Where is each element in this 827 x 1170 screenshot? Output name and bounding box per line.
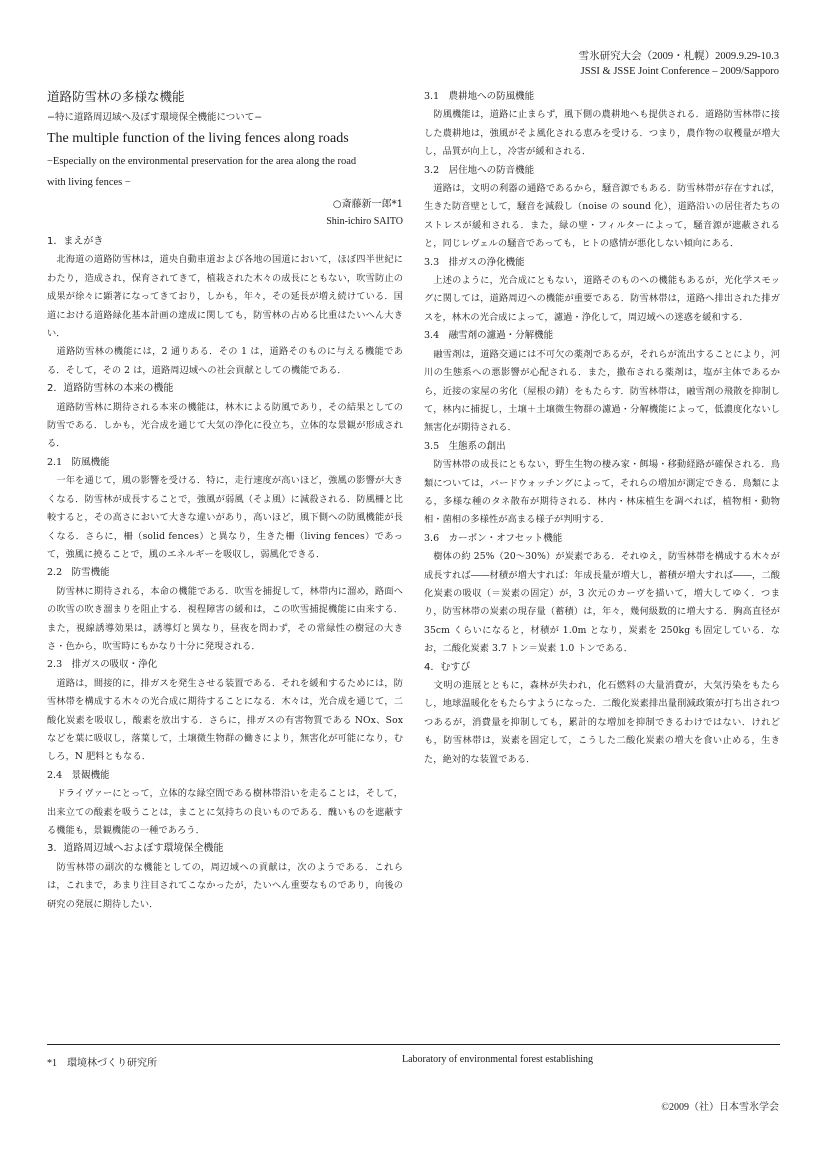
copyright: ©2009（社）日本雪氷学会 (661, 1102, 779, 1113)
author-en: Shin-ichiro SAITO (326, 216, 403, 227)
title-ja: 道路防雪林の多様な機能 (47, 89, 185, 104)
subsection-heading: 3.6 カーボン・オフセット機能 (424, 532, 563, 544)
paragraph: 道路防雪林の機能には，2 通りある．その 1 は，道路そのものに与える機能である．そして，その 2 は，道路周辺域への社会貢献としての機能である． (47, 346, 403, 376)
footnote-rule (47, 1044, 780, 1045)
paragraph: 樹体の約 25%（20〜30%）が炭素である．それゆえ，防雪林帯を構成する木々が成長すれば――材積が増大すれば：年成長量が増大し，蓄積が増大すれば――，二酸化炭素の吸収（＝炭素の固定）が，3 次元のカーヴを描いて，増大してゆく．つまり，防雪林帯の炭素の現存量（蓄積）は，年々，幾何級数的に増大する．胸高直径が 35cm くらいになると，材積が 1.0m となり，炭素を 250kg も固定している．なお，二酸化炭素 3.7 トン＝炭素 1.0 トンである． (424, 551, 780, 655)
conference-header (579, 49, 779, 79)
conference-header-ja: 雪氷研究大会（2009・札幌）2009.9.29-10.3 (578, 51, 779, 62)
title-en: The multiple function of the living fences along roads (47, 131, 349, 146)
paragraph: ドライヴァーにとって，立体的な緑空間である樹林帯沿いを走ることは，そして，出来立ての酸素を吸うことは，まことに気持ちの良いものである．醜いものを遮蔽する機能も，景観機能の一種であろう． (47, 788, 403, 836)
right-column (424, 88, 780, 769)
section-heading: 1．まえがき (47, 236, 104, 247)
paragraph: 道路は，間接的に，排ガスを発生させる装置である．それを緩和するためには，防雪林帯を構成する木々の光合成に期待することになる．木々は，光合成を通じて，二酸化炭素を吸収し，酸素を放出する．さらに，排ガスの有害物質である NOx、Sox などを葉に吸収し，落葉して，土壌微生物群の働きにより，無害化が可能になり，むしろ，N 肥料ともなる． (47, 677, 403, 763)
subsection-heading: 3.3 排ガスの浄化機能 (424, 256, 525, 268)
left-body (47, 233, 403, 914)
subtitle-en-line2: with living fences − (47, 177, 131, 188)
paragraph: 防雪林帯の副次的な機能としての，周辺域への貢献は，次のようである．これらは，これまで，あまり注目されてこなかったが，たいへん重要なものであり，向後の研究の発展に期待したい． (47, 861, 403, 910)
section-heading: 3．道路周辺域へおよぼす環境保全機能 (47, 843, 224, 855)
subsection-heading: 2.1 防風機能 (47, 456, 110, 468)
footnote-affiliation-ja: *1 環境林づくり研究所 (47, 1058, 157, 1069)
subtitle-ja: −特に道路周辺域へ及ぼす環境保全機能について− (47, 112, 263, 123)
subtitle-en-line1: −Especially on the environmental preservation for the area along the road (47, 156, 357, 167)
paragraph: 道路防雪林に期待される本来の機能は，林木による防風であり，その結果としての防雪である．しかも，光合成を通じて大気の浄化に役立ち，立体的な景観が形成される． (47, 401, 403, 450)
paragraph: 道路は，文明の利器の通路であるから，騒音源でもある．防雪林帯が存在すれば，生きた防音壁として，騒音を減殺し（noise の sound 化），道路沿いの居住者たちのストレスが緩和される．また，緑の壁・フィルターによって，騒音源が遮蔽されると，同じレヴェルの騒音であっても，ヒトの感情が悪化しない傾向にある． (424, 183, 780, 250)
subsection-heading: 2.4 景観機能 (47, 769, 110, 781)
paragraph: 北海道の道路防雪林は，道央自動車道および各地の国道において，ほぼ四半世紀にわたり，造成され，保育されてきて，植栽された木々の成長にともない，吹雪防止の成果が徐々に顕著になってきており，しかも，年々，その延長が増え続けている．国道における道路緑化基本計画の達成に関しても，防雪林の占める比重はたいへん大きい． (47, 254, 403, 340)
subsection-heading: 3.1 農耕地への防風機能 (424, 91, 535, 102)
paragraph: 一年を通じて，風の影響を受ける．特に，走行速度が高いほど，強風の影響が大きくなる．防雪林が成長することで，強風が弱風（そよ風）に減殺される．防風柵と比較すると，その高さにおいて大きな違いがあり，高いほど，風下側への防風機能が長くなる．さらに，柵（solid fences）と異なり，生きた柵（living fences）であって，強風に撓ることで，風のエネルギーを吸収し，弱風化できる． (47, 475, 403, 560)
paragraph: 防雪林帯の成長にともない，野生生物の棲み家・餌場・移動経路が確保される．鳥類については，バードウォッチングによって，それらの増加が測定できる．鳥類による，多様な種のタネ散布が期待される．林内・林床植生を調べれば，植物相・動物相・菌相の多様性が高まる様子が判明する． (424, 459, 780, 526)
section-heading: 2．道路防雪林の本来の機能 (47, 383, 174, 395)
right-body (424, 88, 780, 769)
subsection-heading: 3.2 居住地への防音機能 (424, 164, 535, 176)
paragraph: 融雪剤は，道路交通には不可欠の薬剤であるが，それらが流出することにより，河川の生態系への悪影響が心配される．また，撒布される薬剤は，塩が主体であるから，近接の家屋の劣化（屋根の錆）をもたらす．防雪林帯は，融雪剤の飛散を抑制して，林内に捕捉し，土壌＋土壌微生物群の濾過・分解機能によって，低濃度化ないし無害化が期待される． (424, 348, 780, 434)
subsection-heading: 3.5 生態系の創出 (424, 440, 506, 452)
footnote-affiliation-en: Laboratory of environmental forest establishing (402, 1054, 594, 1065)
subsection-heading: 2.2 防雪機能 (47, 567, 110, 579)
subsection-heading: 3.4 融雪剤の濾過・分解機能 (424, 330, 554, 342)
paragraph: 防風機能は，道路に止まらず，風下側の農耕地へも提供される．道路防雪林帯に接した農耕地は，強風がそよ風化される恵みを受ける．つまり，農作物の収穫量が増大し，品質が向上し，冷害が緩和される． (424, 109, 780, 158)
subsection-heading: 2.3 排ガスの吸収・浄化 (47, 659, 158, 671)
author-ja: ○斎藤新一郎*1 (332, 199, 403, 210)
section-heading: 4．むすび (424, 661, 471, 673)
paragraph: 文明の進展とともに，森林が失われ，化石燃料の大量消費が，大気汚染をもたらし，地球温暖化をもたらすようになった．二酸化炭素排出量削減政策が打ち出されつつあるが，消費量を抑制しても，累計的な増加を抑制できるわけではない．けれども，防雪林帯は，炭素を固定して，こうした二酸化炭素の増大を食い止める，生きた，絶対的な装置である． (424, 680, 780, 765)
left-column (47, 88, 403, 914)
conference-header-en: JSSI & JSSE Joint Conference – 2009/Sapporo (580, 66, 779, 77)
paragraph: 防雪林に期待される，本命の機能である．吹雪を捕捉して，林帯内に溜め，路面への吹雪の吹き溜まりを阻止する．視程障害の緩和は，この吹雪捕捉機能に由来する．また，視線誘導効果は，誘導灯と異なり，昼夜を問わず，その常緑性の樹冠の大きさ・色から，吹雪時にもかなり十分に発現される． (47, 585, 403, 652)
paragraph: 上述のように，光合成にともない，道路そのものへの機能もあるが，光化学スモッグに関しては，道路周辺への機能が重要である．防雪林帯は，道路へ排出された排ガスを，林木の光合成によって，濾過・浄化して，周辺域への迷惑を緩和する． (424, 275, 780, 323)
